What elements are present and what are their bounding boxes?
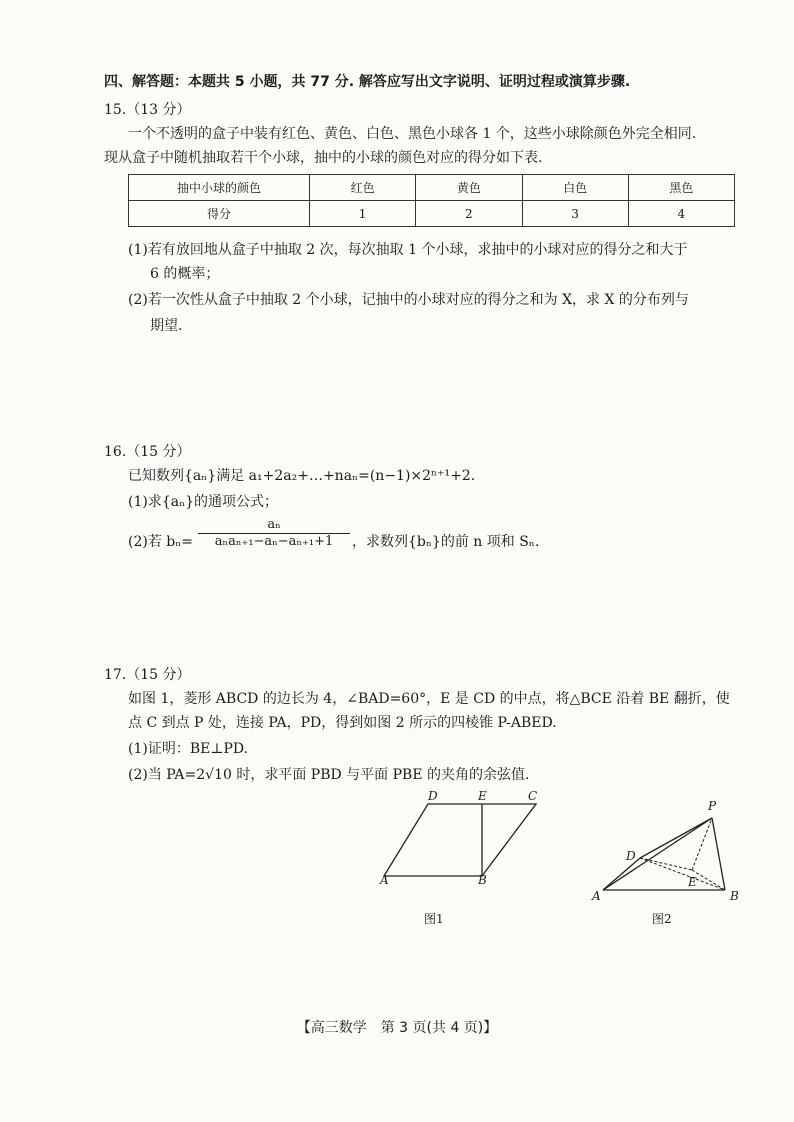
q15-part2-a: (2)若一次性从盒子中抽取 2 个小球，记抽中的小球对应的得分之和为 X，求 X 的分布列与 (128, 292, 689, 308)
table-cell: 4 (628, 201, 734, 227)
point-label: C (528, 789, 538, 803)
fraction-denominator: aₙaₙ₊₁−aₙ−aₙ₊₁+1 (214, 534, 334, 549)
q15-line2: 现从盒子中随机抽取若干个小球，抽中的小球的颜色对应的得分如下表. (104, 150, 543, 166)
point-label: E (688, 875, 697, 889)
point-label: E (478, 789, 487, 803)
point-label: B (730, 889, 739, 902)
q16-fraction (198, 517, 350, 550)
point-label: P (708, 799, 717, 813)
table-cell: 抽中小球的颜色 (129, 175, 310, 201)
q17-part2: (2)当 PA=2√10 时，求平面 PBD 与平面 PBE 的夹角的余弦值. (128, 767, 530, 783)
q16-part1: (1)求{aₙ}的通项公式； (128, 494, 279, 510)
q15-part1-b: 6 的概率； (150, 266, 220, 282)
table-cell: 2 (416, 201, 522, 227)
q17-line1: 如图 1，菱形 ABCD 的边长为 4，∠BAD=60°，E 是 CD 的中点，将△BCE 沿着 BE 翻折，使 (128, 691, 730, 707)
figure-2-caption: 图2 (652, 912, 672, 926)
q17-line2: 点 C 到点 P 处，连接 PA，PD，得到如图 2 所示的四棱锥 P-ABED. (128, 715, 557, 731)
q17-part1: (1)证明：BE⊥PD. (128, 741, 249, 757)
table-cell: 红色 (310, 175, 416, 201)
score-table (128, 174, 735, 227)
q15-part1-a: (1)若有放回地从盒子中抽取 2 次，每次抽取 1 个小球，求抽中的小球对应的得分之和大于 (128, 242, 688, 258)
table-cell: 白色 (522, 175, 628, 201)
figure-1-caption: 图1 (424, 912, 444, 926)
q16-part2-suffix: ，求数列{bₙ}的前 n 项和 Sₙ. (352, 534, 540, 550)
q15-part2-b: 期望. (150, 318, 183, 334)
table-cell: 黄色 (416, 175, 522, 201)
table-cell: 黑色 (628, 175, 734, 201)
table-cell: 得分 (129, 201, 310, 227)
table-cell: 1 (310, 201, 416, 227)
point-label: B (478, 873, 487, 884)
point-label: A (592, 889, 601, 902)
rhombus-outline (384, 804, 536, 876)
table-row (129, 201, 735, 227)
table-header-row (129, 175, 735, 201)
point-label: D (428, 789, 438, 803)
table-cell: 3 (522, 201, 628, 227)
q16-part2-prefix: (2)若 bₙ= (128, 534, 194, 550)
q16-line1: 已知数列{aₙ}满足 a₁+2a₂+…+naₙ=(n−1)×2ⁿ⁺¹+2. (128, 468, 476, 484)
page-footer: 【高三数学 第 3 页(共 4 页)】 (296, 1020, 498, 1036)
section-header: 四、解答题：本题共 5 小题，共 77 分. 解答应写出文字说明、证明过程或演算步骤. (104, 74, 631, 90)
fraction-numerator: aₙ (267, 517, 281, 532)
q15-line1: 一个不透明的盒子中装有红色、黄色、白色、黑色小球各 1 个，这些小球除颜色外完全相同. (128, 126, 697, 142)
q15-number: 15.（13 分） (104, 102, 191, 118)
point-label: D (626, 849, 636, 863)
q16-number: 16.（15 分） (104, 444, 191, 460)
point-label: A (380, 873, 389, 884)
figure-2-pyramid (588, 798, 748, 902)
q17-number: 17.（15 分） (104, 667, 191, 683)
figure-1-rhombus (370, 788, 560, 884)
